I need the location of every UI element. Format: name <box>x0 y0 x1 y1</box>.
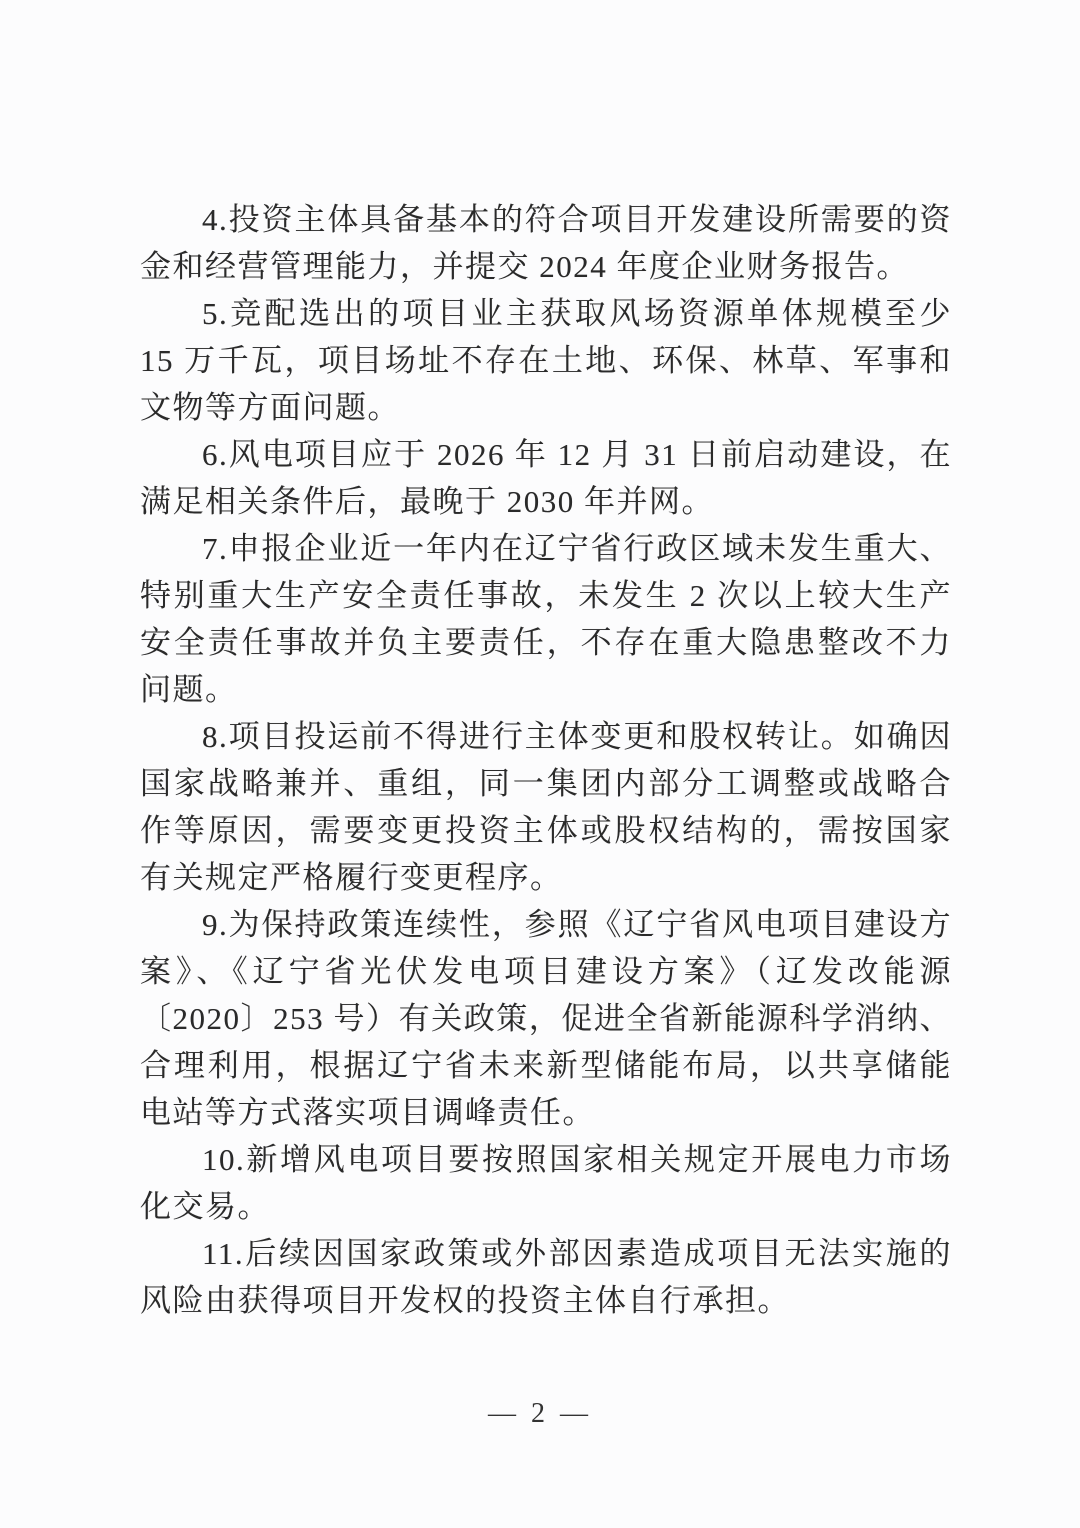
paragraph-clause-6: 6.风电项目应于 2026 年 12 月 31 日前启动建设，在满足相关条件后，最晚于 2030 年并网。 <box>140 437 952 519</box>
paragraph-clause-11: 11.后续因国家政策或外部因素造成项目无法实施的风险由获得项目开发权的投资主体自行承担。 <box>140 1236 952 1318</box>
paragraph-clause-7: 7.申报企业近一年内在辽宁省行政区域未发生重大、特别重大生产安全责任事故，未发生 2 次以上较大生产安全责任事故并负主要责任，不存在重大隐患整改不力问题。 <box>140 531 952 707</box>
paragraph-clause-5: 5.竞配选出的项目业主获取风场资源单体规模至少 15 万千瓦，项目场址不存在土地、环保、林草、军事和文物等方面问题。 <box>140 296 952 425</box>
paragraph-clause-9: 9.为保持政策连续性，参照《辽宁省风电项目建设方案》、《辽宁省光伏发电项目建设方案》（辽发改能源〔2020〕253 号）有关政策，促进全省新能源科学消纳、合理利用，根据辽宁省未来新型储能布局，以共享储能电站等方式落实项目调峰责任。 <box>140 907 952 1130</box>
paragraph-clause-8: 8.项目投运前不得进行主体变更和股权转让。如确因国家战略兼并、重组，同一集团内部分工调整或战略合作等原因，需要变更投资主体或股权结构的，需按国家有关规定严格履行变更程序。 <box>140 719 952 895</box>
document-body <box>140 196 952 1324</box>
paragraph-clause-4: 4.投资主体具备基本的符合项目开发建设所需要的资金和经营管理能力，并提交 2024 年度企业财务报告。 <box>140 202 952 284</box>
paragraph-clause-10: 10.新增风电项目要按照国家相关规定开展电力市场化交易。 <box>140 1142 952 1224</box>
page-number: — 2 — <box>488 1398 592 1429</box>
